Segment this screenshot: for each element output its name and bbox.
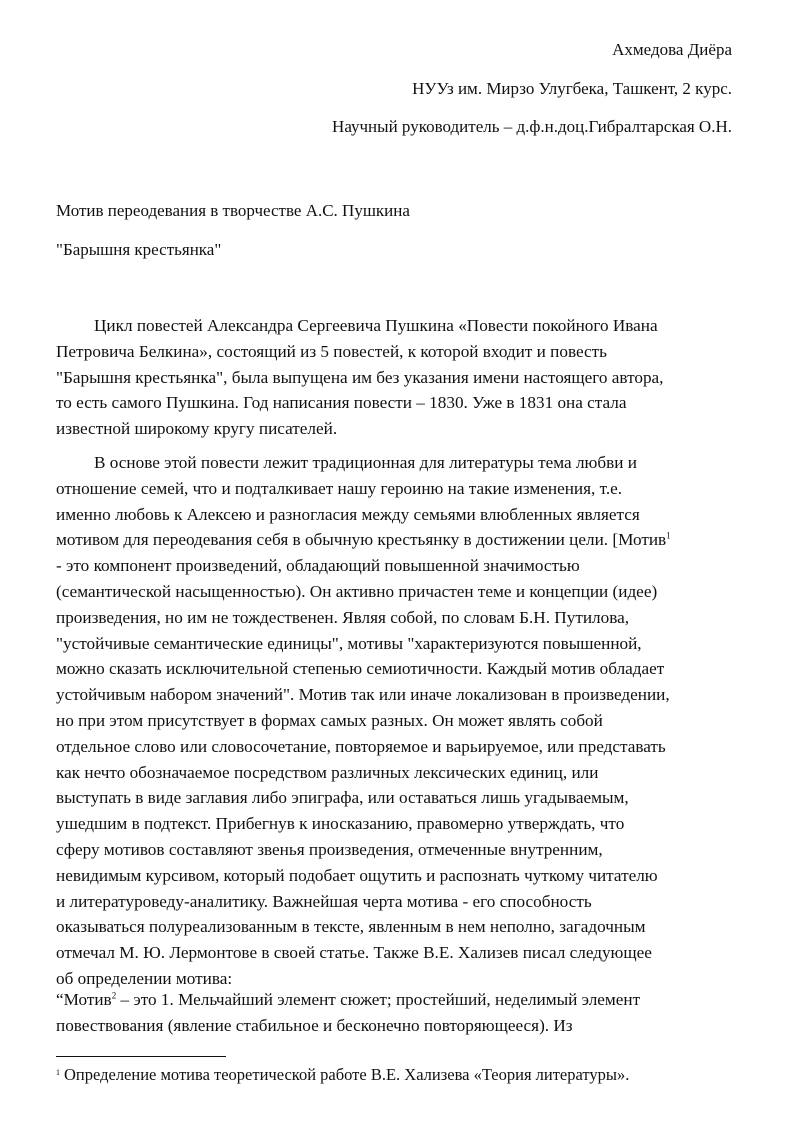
paragraph-line: Цикл повестей Александра Сергеевича Пушкина «Повести покойного Ивана [94, 316, 658, 335]
paragraph-line-text: – это 1. Мельчайший элемент сюжет; простейший, неделимый элемент [116, 990, 641, 1009]
scientific-supervisor: Научный руководитель – д.ф.н.доц.Гибралтарская О.Н. [332, 117, 732, 136]
paragraph-line: - это компонент произведений, обладающий повышенной значимостью [56, 556, 580, 576]
paragraph-line: (семантической насыщенностью). Он активно причастен теме и концепции (идее) [56, 581, 658, 601]
paragraph-line: выступать в виде заглавия либо эпиграфа, или оставаться лишь угадываемым, [56, 788, 629, 808]
author-name: Ахмедова Диёра [612, 40, 732, 59]
paragraph-line [56, 527, 736, 553]
paragraph-line: В основе этой повести лежит традиционная для литературы тема любви и [94, 453, 637, 472]
footnote-mark: 1 [56, 1068, 60, 1077]
paragraph-line: ушедшим в подтекст. Прибегнув к иносказанию, правомерно утверждать, что [56, 814, 625, 834]
paragraph-line: произведения, но им не тождественен. Являя собой, по словам Б.Н. Путилова, [56, 607, 630, 627]
paragraph-line: "устойчивые семантические единицы", мотивы "характеризуются повышенной, [56, 633, 642, 653]
paragraph-line-text: “Мотив [56, 990, 112, 1009]
document-subtitle: "Барышня крестьянка" [56, 240, 222, 259]
document-title: Мотив переодевания в творчестве А.С. Пушкина [56, 201, 410, 220]
paragraph-line: именно любовь к Алексею и разногласия между семьями влюбленных является [56, 504, 640, 524]
footnote-separator [56, 1056, 226, 1057]
paragraph-line: "Барышня крестьянка", была выпущена им без указания имени настоящего автора, [56, 367, 664, 387]
paragraph-3 [56, 987, 736, 1039]
footnote-text: Определение мотива теоретической работе В.Е. Хализева «Теория литературы». [64, 1065, 630, 1084]
paragraph-line: устойчивым набором значений". Мотив так или иначе локализован в произведении, [56, 685, 670, 705]
paragraph-line: и литературоведу-аналитику. Важнейшая черта мотива - его способность [56, 891, 592, 911]
paragraph-1 [56, 313, 736, 442]
paragraph-line: сферу мотивов составляют звенья произведения, отмеченные внутренним, [56, 839, 603, 859]
paragraph-line: отдельное слово или словосочетание, повторяемое и варьируемое, или представать [56, 736, 666, 756]
paragraph-2 [56, 450, 736, 992]
paragraph-line: повествования (явление стабильное и бесконечно повторяющееся). Из [56, 1015, 573, 1035]
paragraph-line: известной широкому кругу писателей. [56, 419, 338, 439]
paragraph-line: то есть самого Пушкина. Год написания повести – 1830. Уже в 1831 она стала [56, 393, 627, 413]
paragraph-line-text: мотивом для переодевания себя в обычную крестьянку в достижении цели. [Мотив [56, 530, 667, 550]
paragraph-line: отношение семей, что и подталкивает нашу героиню на такие изменения, т.е. [56, 478, 623, 498]
footnote-reference-1[interactable]: 1 [666, 530, 671, 541]
paragraph-line: но при этом присутствует в формах самых разных. Он может являть собой [56, 710, 603, 730]
paragraph-line: Петровича Белкина», состоящий из 5 повестей, к которой входит и повесть [56, 341, 608, 361]
paragraph-line [56, 987, 736, 1013]
paragraph-line: как нечто обозначаемое посредством различных лексических единиц, или [56, 762, 599, 782]
paragraph-line: оказываться полуреализованным в тексте, явленным в нем неполно, загадочным [56, 917, 646, 937]
footnote-reference-2[interactable]: 2 [111, 990, 117, 1001]
paragraph-line: можно сказать исключительной степенью семиотичности. Каждый мотив обладает [56, 659, 665, 679]
paragraph-line: невидимым курсивом, который подобает ощутить и распознать чуткому читателю [56, 865, 658, 885]
footnote-1 [56, 1062, 629, 1086]
paragraph-line: об определении мотива: [56, 968, 233, 988]
paragraph-line: отмечал М. Ю. Лермонтове в своей статье. Также В.Е. Хализев писал следующее [56, 943, 652, 963]
author-affiliation: НУУз им. Мирзо Улугбека, Ташкент, 2 курс. [412, 79, 732, 98]
